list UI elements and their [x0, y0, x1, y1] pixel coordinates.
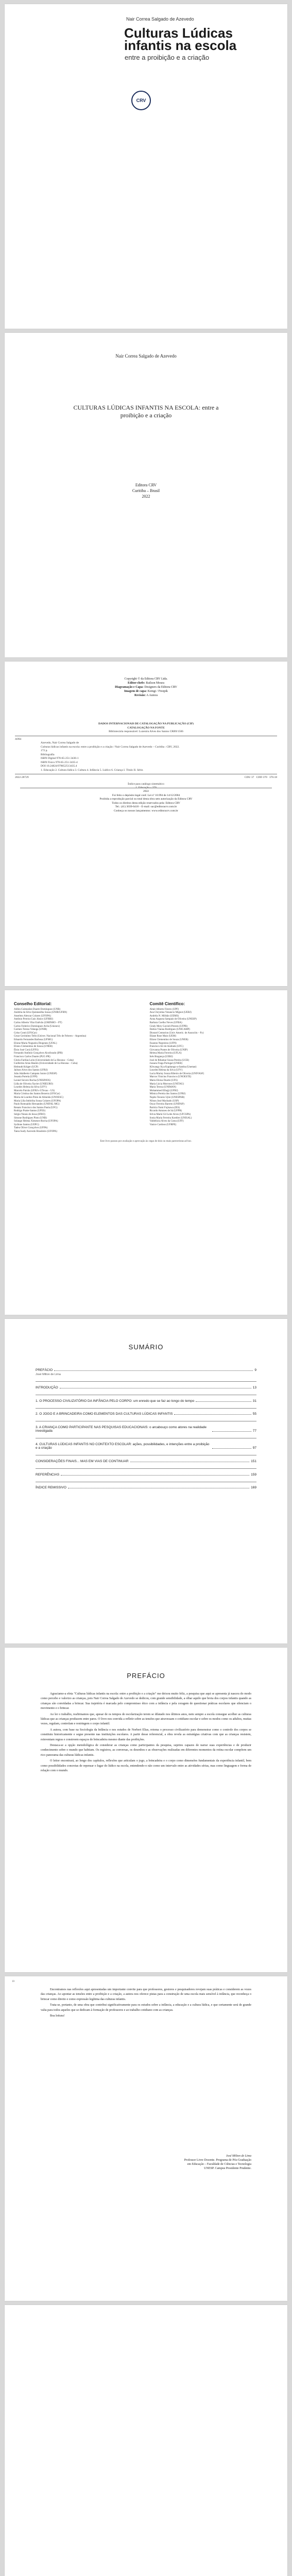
committee-member: Jussara Fraga Portugal (UNEB) [149, 1062, 182, 1065]
toc-page-number: 13 [252, 1385, 256, 1389]
cip-line: Culturas lúdicas infantis na escola: entre a proibição e a criação / Nair Correa Salgado de Azevedo – Curitiba : CRV, 2022. [41, 745, 180, 749]
committee-member: Maria Eloisa Duarte (UFS) [149, 1079, 178, 1082]
toc-item[interactable] [36, 1412, 256, 1416]
toc-page-number: 169 [251, 1486, 256, 1490]
committee-member: Ana Chrystina Venancio Mignot (UERJ) [149, 1011, 192, 1014]
council-member: Helmuth Krüger (UCP) [14, 1065, 39, 1069]
council-member: Solange Helena Ximenes-Rocha (UFOPA) [14, 1120, 58, 1123]
council-member: Maria Lília Imbiriba Sousa Colares (UFOPA) [14, 1099, 61, 1103]
council-member: Carlos Federico Dominguez Avila (Unieuro) [14, 1025, 60, 1028]
copyright-page [5, 662, 287, 986]
cip-line: 172 p. [41, 749, 48, 752]
council-member: Maria Cristina dos Santos Bezerra (UFSCar) [14, 1093, 60, 1096]
toc-leader [212, 1431, 251, 1432]
toc-leader [196, 1401, 251, 1402]
blank-page [5, 2305, 287, 2576]
review-note: Este livro passou por avaliação e aprovação às cegas de dois ou mais pareceristas ad hoc. [100, 1140, 192, 1143]
council-member: João Adalberto Campato Junior (UNESP) [14, 1072, 57, 1075]
cover-title-line1: Culturas Lúdicas [124, 25, 233, 41]
committee-member: Najela Tavares Ujiie (UNESPAR) [149, 1096, 185, 1099]
copyright-footer: 2022 Foi feito o depósito legal conf. Lei nº 10.994 de 14/12/2004 Proibida a reprodução parcial ou total desta obra sem autorização da Editora CRV Todos os direitos desta edição reservados pela: Editora CRV Tel.: (41) 3039-6418 – E-mail: sac@editoracrv.com.br Conheça os nossos lançamentos: www.editoracrv.com.br [5, 788, 287, 813]
cover-page [5, 4, 287, 329]
committee-member: Dalton Vianna Rodrigues (UNICAMP) [149, 1028, 190, 1031]
committee-member: Anna Augusta Sampaio de Oliveira (UNESP) [149, 1018, 197, 1021]
toc-label: ÍNDICE REMISSIVO [36, 1486, 66, 1490]
toc-item[interactable] [36, 1426, 256, 1433]
cip-line: ISBN Digital 978-65-251-3436-1 [41, 757, 79, 760]
preface-title: PREFÁCIO [127, 1672, 165, 1680]
council-member: Elione Maria Nogueira Diogenes (UFAL) [14, 1042, 57, 1045]
title-page-title: CULTURAS LÚDICAS INFANTIS NA ESCOLA: entre a proibição e a criação [73, 404, 219, 419]
preface-paragraph: Boa leitura! [50, 2014, 65, 2018]
committee-member: José de Ribamar Sousa Pereira (UCB) [149, 1059, 190, 1062]
committee-member: Inês Bragança (UERJ) [149, 1055, 173, 1058]
preface-text-continued [41, 1988, 251, 2020]
toc-item[interactable] [36, 1386, 256, 1389]
cover-title [124, 27, 236, 52]
committee-member: Vanice Cardoso (UFRPE) [149, 1123, 177, 1126]
committee-member: Fauston Negreiros (UFPI) [149, 1042, 177, 1045]
committee-member: Patrícia Yumi Fujisawa (IES) [149, 1106, 180, 1109]
cover-title-line2: infantis na escola [124, 38, 237, 53]
preface-page [5, 1648, 287, 1972]
committee-member: Diosnel Centurion (Univ Americ. de Asunción – Py) [149, 1031, 204, 1035]
cip-classification: 2022-28729 CDU 37 CDD 370 370.18 [15, 776, 277, 779]
toc-item[interactable] [36, 1473, 256, 1477]
toc-label: INTRODUÇÃO [36, 1385, 58, 1389]
toc-leader [212, 1448, 251, 1449]
committee-member: Eliane Rose Maio (UEM) [149, 1035, 177, 1038]
council-member: Francisco Carlos Duarte (PUC-PR) [14, 1055, 50, 1058]
committee-member: Andréia N. Militão (UEMS) [149, 1014, 179, 1018]
committee-member: Silvia Mariá Gil Leite Alves (UFCSPA) [149, 1113, 191, 1116]
council-member: Rodrigo Pratte-Santos (UFES) [14, 1110, 46, 1113]
toc-page-number: 31 [252, 1399, 256, 1403]
committee-member: Valdelúcia Alves da Costa (UFF) [149, 1120, 184, 1123]
committee-member: Mohammed Elhajji (UFRJ) [149, 1089, 178, 1092]
cip-catalog-block: DADOS INTERNACIONAIS DE CATALOGAÇÃO NA PUBLICAÇÃO (CIP) CATALOGAÇÃO NA FONTE Bibliotecária responsável: Luzenira Alves dos Santos CRB9/1506 A994 Azevedo, Nair Correa Salgado de Culturas lúdicas infantis na escola: entre a proibição e a criação / Nair Correa Salgado de Azevedo – Curitiba : CRV, 2022. 172 p. Bibliografia ISBN Digital 978-65-251-3436-1 ISBN Físico 978-65-251-3435-4 DOI 10.24824/978652513435.4 1. Educação 2. Cultura lúdica 3. Cultura 4. Infância 5. Lúdico 6. Criança I. Título II. Série. 2022-28729 CDU 37 CDD 370 370.18 Índice para catálogo sistemático 1. Educação – 370 [15, 722, 277, 789]
toc-label: 4. CULTURAS LÚDICAS INFANTIS NO CONTEXTO ESCOLAR: ações, possibilidades, e intenções entre a proibição e a criação [36, 1442, 210, 1450]
toc-leader [61, 1475, 249, 1476]
toc-label: 2. O JOGO E A BRINCADEIRA COMO ELEMENTOS DAS CULTURAS LÚDICAS INFANTIS [36, 1412, 173, 1416]
toc-divider [36, 1468, 256, 1469]
summary-page [5, 1319, 287, 1643]
preface-signature: José Milton de Lima Professor Livre Docente. Programa de Pós-Graduação em Educação – Faculdade de Ciências e Tecnologia UNESP. Campus Presidente Prudente. [184, 2155, 251, 2170]
council-member: Fernando Antônio Gonçalves Alcoforado (IPB) [14, 1052, 63, 1055]
council-member: Cesar Gerónimo Tello (Univer. Nacional Três de Febrero – Argentina) [14, 1035, 87, 1038]
council-member: Tania Suely Azevedo Brasileiro (UFOPA) [14, 1130, 57, 1133]
council-member: Guillermo Arias Beatón (Universidade de La Havana – Cuba) [14, 1062, 78, 1065]
cover-author: Nair Correa Salgado de Azevedo [126, 16, 194, 22]
toc-page-number: 55 [252, 1412, 256, 1416]
cip-line: Azevedo, Nair Correa Salgado de [41, 741, 79, 744]
council-member: Carlos Alberto Vilar Estêvão (UMINHO – PT) [14, 1021, 62, 1024]
committee-member: Maria Lúcia Morrone (UNITAU) [149, 1082, 184, 1086]
council-member: Marcelo Paixão (UFRJ e UTexas – US) [14, 1089, 55, 1092]
committee-member: Cindy Mery Gavioli-Prestes (UFPR) [149, 1025, 187, 1028]
committee-member: Nilson José Machado (USP) [149, 1099, 179, 1103]
cover-subtitle: entre a proibição e a criação [125, 54, 210, 61]
preface-text [41, 1692, 251, 1775]
committee-member: Lucia Marisy Souza Ribeiro de Oliveira (UNIVASF) [149, 1072, 204, 1075]
council-member: Sydione Santos (UEPG) [14, 1123, 39, 1126]
committee-member: Sonia Maria Ferreira Koehler (UNISAL) [149, 1116, 192, 1120]
council-member: Paulo Romualdo Hernandes (UNIFAL-MG) [14, 1103, 60, 1106]
committee-member: Gíovanna Pontes de Oliveira (UNIP) [149, 1048, 188, 1052]
committee-member: Mônica Pereira dos Santos (UFRJ) [149, 1093, 186, 1096]
cip-lines [41, 741, 277, 772]
toc-label: 1. O PROCESSO CIVILIZATÓRIO DA INFÂNCIA PELO CORPO: um enredo que se faz ao longo do tempo [36, 1399, 195, 1403]
toc-leader [54, 1370, 253, 1371]
council-member: Gloria Fariñas León (Universidade de La Havana – Cuba) [14, 1059, 74, 1062]
toc-label: CONSIDERAÇÕES FINAIS... MAS EM VIAS DE CONTINUAR [36, 1459, 129, 1463]
council-member: Aldira Guimarães Duarte Domínguez (UNB) [14, 1008, 61, 1011]
cip-line: ISBN Físico 978-65-251-3435-4 [41, 760, 78, 764]
council-member: Maria de Lourdes Pinto de Almeida (UNOESC) [14, 1096, 64, 1099]
toc-page-number: 97 [252, 1446, 256, 1450]
preface-paragraph: Agraciamo-a efeta "Culturas lúdicas infantis na escola: entre a proibição e a criação" me deixou muito feliz, a pesquisa que aqui se apresenta já nasceu do modo como percebo e valorizo as crianças, pois Nair Correa Salgado de Azevedo se dedicou, com grande sensibilidade, a olhar aquilo que brota dos corpos infantis quando as crianças são convidadas a brincar. Sua trajetória é marcada pelo compromisso ético com a infância e pela coragem de questionar práticas escolares que silenciam o movimento e o brincar. [41, 1692, 251, 1710]
council-member: Carmen Tereza Velanga (UNIR) [14, 1028, 47, 1031]
committee-member: Lourdes Helena da Silva (UFV) [149, 1069, 183, 1072]
committee-member: Kilwangy Kya Kapitango-a-Samba (Unemat) [149, 1065, 197, 1069]
committee-member: Helena Maria Ferreira (UFLA) [149, 1052, 182, 1055]
page-number: 10 [12, 1980, 14, 1983]
committee-member: Barbara Coelho Neves (UFBA) [149, 1021, 182, 1024]
toc-leader [174, 1414, 251, 1415]
council-member: Lourdes Helena da Silva (UFV) [14, 1086, 47, 1089]
cip-line: Bibliografia [41, 753, 55, 756]
council-member: Celso Conti (UFSCar) [14, 1031, 37, 1035]
council-member: Eduardo Fernandes Barbosa (UFMG) [14, 1038, 53, 1041]
toc-page-number: 77 [252, 1429, 256, 1433]
toc-page-number: 9 [254, 1368, 256, 1372]
toc-label: PREFÁCIO [36, 1368, 53, 1372]
council-member: Leonel Severo Rocha (UNISINOS) [14, 1079, 50, 1082]
preface-paragraph: O leitor encontrará, ao longo dos capítulos, reflexões que articulam o jogo, a brincadeira e o corpo como dimensões fundamentais da experiência infantil, bem como possibilidades concretas de repensar o lugar do lúdico na escola, entendendo-o não como um intervalo entre as atividades sérias, mas como linguagem e forma de relação com o mundo. [41, 1759, 251, 1773]
preface-paragraph: Ao ler o trabalho, reafirmamos que, apesar de os tempos de escolarização terem se dilatado nos últimos anos, nem sempre a escola consegue acolher as culturas lúdicas que as crianças produzem entre pares. O livro nos convida a refletir sobre as tensões que atravessam o cotidiano escolar e sobre os modos como os adultos, muitas vezes, regulam, controlam e restringem o corpo infantil. [41, 1713, 251, 1726]
toc-author: José Milton de Lima [36, 1373, 61, 1376]
toc-item[interactable] [36, 1443, 256, 1450]
council-member: Antônio Pereira Gaio Júnior (UFRRJ) [14, 1018, 54, 1021]
council-member: Jailson Alves dos Santos (UFRJ) [14, 1069, 48, 1072]
councils-page [5, 990, 287, 1315]
copyright-credits: Copyright © da Editora CRV Ltda. Editor-chefe: Railson Moura Diagramação e Capa: Designers da Editora CRV Imagem de capa: Kemgi / Freepik Revisão: A Autora [115, 677, 177, 697]
council-member: Renato Francisco dos Santos Paula (UFG) [14, 1106, 58, 1109]
council-member: Élsio José Corá (UFFS) [14, 1048, 39, 1052]
toc-item[interactable] [36, 1399, 256, 1403]
council-member: Anselmo Alencar Colares (UFOPA) [14, 1014, 51, 1018]
council-member: Josania Portela (UFPI) [14, 1076, 38, 1079]
preface-paragraph: Encontramos nas reflexões aqui apresentadas um importante convite para que professores, gestores e pesquisadores revejam suas práticas e considerem as vozes das crianças. Ao apontar as tensões entre a proibição e a criação, a autora nos oferece pistas para a construção de uma escola mais sensível à infância, que reconheça o brincar como direito e como expressão legítima das culturas infantis. [41, 1988, 251, 2001]
council-member: Tadeu Oliver Gonçalves (UFPA) [14, 1127, 48, 1130]
scientific-committee: Comitê Científico: Altair Alberto Fávero (UPF) Ana Chrystina Venancio Mignot (UERJ) Andréia N. Militão (UEMS) Anna Augusta Sampaio de Oliveira (UNESP) Barbara Coelho Neves (UFBA) Cindy Mery Gavioli-Prestes (UFPR) Dalton Vianna Rodrigues (UNICAMP) Diosnel Centurion (Univ Americ. de Asunción – Py) Eliane Rose Maio (UEM) Elizeu Clementino de Souza (UNEB) Fauston Negreiros (UFPI) Francisco Ari de Andrade (UFC) Gíovanna Pontes de Oliveira (UNIP) Helena Maria Ferreira (UFLA) Inês Bragança (UERJ) José de Ribamar Sousa Pereira (UCB) Jussara Fraga Portugal (UNEB) Kilwangy Kya Kapitango-a-Samba (Unemat) Lourdes Helena da Silva (UFV) Lucia Marisy Souza Ribeiro de Oliveira (UNIVASF) Marcos Vinicius Francisco (UNOESTE) Maria Eloisa Duarte (UFS) Maria Lúcia Morrone (UNITAU) Maria Tereza (UNIMAN) Mohammed Elhajji (UFRJ) Mônica Pereira dos Santos (UFRJ) Najela Tavares Ujiie (UNESPAR) Nilson José Machado (USP) Oscar Ferreira Barreto (UNIFAP) Patrícia Yumi Fujisawa (IES) Ricardo Antunes de Sá (UFPR) Silvia Mariá Gil Leite Alves (UFCSPA) Sonia Maria Ferreira Koehler (UNISAL) Valdelúcia Alves da Costa (UFF) Vanice Cardoso (UFRPE) [150, 1003, 279, 1134]
preface-paragraph: Destaca-se a opção metodológica de considerar as crianças como participantes da pesquisa, sujeitos capazes de narrar suas experiências e de produzir conhecimento sobre o mundo que habitam. Os registros, as conversas, os desenhos e as observações realizadas em diferentes momentos da rotina escolar compõem um rico panorama das culturas lúdicas infantis. [41, 1744, 251, 1757]
council-member: Elizeu Clementino de Souza (UNEB) [14, 1045, 53, 1048]
committee-member: Oscar Ferreira Barreto (UNIFAP) [149, 1103, 184, 1106]
toc-item[interactable] [36, 1368, 256, 1376]
title-page [5, 333, 287, 657]
council-member: Lídia de Oliveira Xavier (UNIEURO) [14, 1082, 54, 1086]
toc-divider [36, 1408, 256, 1409]
preface-page-2 [5, 1976, 287, 2301]
editorial-council: Conselho Editorial: Aldira Guimarães Duarte Domínguez (UNB) Andréia da Silva Quintanilha Sousa (UNIR/UFRN) Anselmo Alencar Colares (UFOPA) Antônio Pereira Gaio Júnior (UFRRJ) Carlos Alberto Vilar Estêvão (UMINHO – PT) Carlos Federico Dominguez Avila (Unieuro) Carmen Tereza Velanga (UNIR) Celso Conti (UFSCar) Cesar Gerónimo Tello (Univer. Nacional Três de Febrero – Argentina) Eduardo Fernandes Barbosa (UFMG) Elione Maria Nogueira Diogenes (UFAL) Elizeu Clementino de Souza (UNEB) Élsio José Corá (UFFS) Fernando Antônio Gonçalves Alcoforado (IPB) Francisco Carlos Duarte (PUC-PR) Gloria Fariñas León (Universidade de La Havana – Cuba) Guillermo Arias Beatón (Universidade de La Havana – Cuba) Helmuth Krüger (UCP) Jailson Alves dos Santos (UFRJ) João Adalberto Campato Junior (UNESP) Josania Portela (UFPI) Leonel Severo Rocha (UNISINOS) Lídia de Oliveira Xavier (UNIEURO) Lourdes Helena da Silva (UFV) Marcelo Paixão (UFRJ e UTexas – US) Maria Cristina dos Santos Bezerra (UFSCar) Maria de Lourdes Pinto de Almeida (UNOESC) Maria Lília Imbiriba Sousa Colares (UFOPA) Paulo Romualdo Hernandes (UNIFAL-MG) Renato Francisco dos Santos Paula (UFG) Rodrigo Pratte-Santos (UFES) Sérgio Nunes de Jesus (IFRO) Simone Rodrigues Pinto (UNB) Solange Helena Ximenes-Rocha (UFOPA) Sydione Santos (UEPG) Tadeu Oliver Gonçalves (UFPA) Tania Suely Azevedo Brasileiro (UFOPA) [14, 1003, 143, 1134]
title-page-author: Nair Correa Salgado de Azevedo [115, 353, 177, 359]
publisher-logo-icon: CRV [131, 91, 151, 110]
committee-member: Marcos Vinicius Francisco (UNOESTE) [149, 1076, 192, 1079]
toc-label: 3. A CRIANÇA COMO PARTICIPANTE NAS PESQUISAS EDUCACIONAIS: o arcabouço como atores na realidade investigada [36, 1426, 207, 1433]
summary-title: SUMÁRIO [128, 1343, 164, 1351]
committee-member: Ricardo Antunes de Sá (UFPR) [149, 1110, 182, 1113]
preface-paragraph: A autora, com base na Sociologia da Infância e nos estudos de Norbert Elias, retoma o processo civilizatório para demonstrar como o controle dos corpos se constituiu historicamente e segue presente nas instituições escolares. A partir desse referencial, a obra revela as estratégias criativas com que as crianças resistem, reinventam regras e constroem espaços de brincadeira mesmo diante das proibições. [41, 1728, 251, 1741]
committee-member: Elizeu Clementino de Souza (UNEB) [149, 1038, 188, 1041]
toc-item[interactable] [36, 1460, 256, 1463]
council-member: Andréia da Silva Quintanilha Sousa (UNIR/UFRN) [14, 1011, 67, 1014]
cip-line: 1. Educação 2. Cultura lúdica 3. Cultura 4. Infância 5. Lúdico 6. Criança I. Título II. Série. [41, 768, 144, 772]
toc-page-number: 151 [251, 1459, 256, 1463]
toc-divider [36, 1381, 256, 1382]
toc-page-number: 159 [251, 1472, 256, 1477]
toc-item[interactable] [36, 1486, 256, 1489]
cip-line: DOI 10.24824/978652513435.4 [41, 765, 77, 768]
title-page-publisher: Editora CRV Curitiba – Brasil 2022 [132, 483, 160, 499]
committee-member: Altair Alberto Fávero (UPF) [149, 1008, 179, 1011]
toc-label: REFERÊNCIAS [36, 1472, 60, 1477]
council-member: Sérgio Nunes de Jesus (IFRO) [14, 1113, 45, 1116]
committee-member: Maria Tereza (UNIMAN) [149, 1086, 176, 1089]
preface-paragraph: Trata-se, portanto, de uma obra que contribui significativamente para os estudos sobre a infância, a educação e a cultura lúdica, e que certamente será de grande valia para todos aqueles que se dedicam à formação de professores e ao trabalho cotidiano com as crianças. [41, 2004, 251, 2012]
committee-member: Francisco Ari de Andrade (UFC) [149, 1045, 184, 1048]
table-of-contents [36, 1368, 256, 1495]
council-member: Simone Rodrigues Pinto (UNB) [14, 1116, 47, 1120]
